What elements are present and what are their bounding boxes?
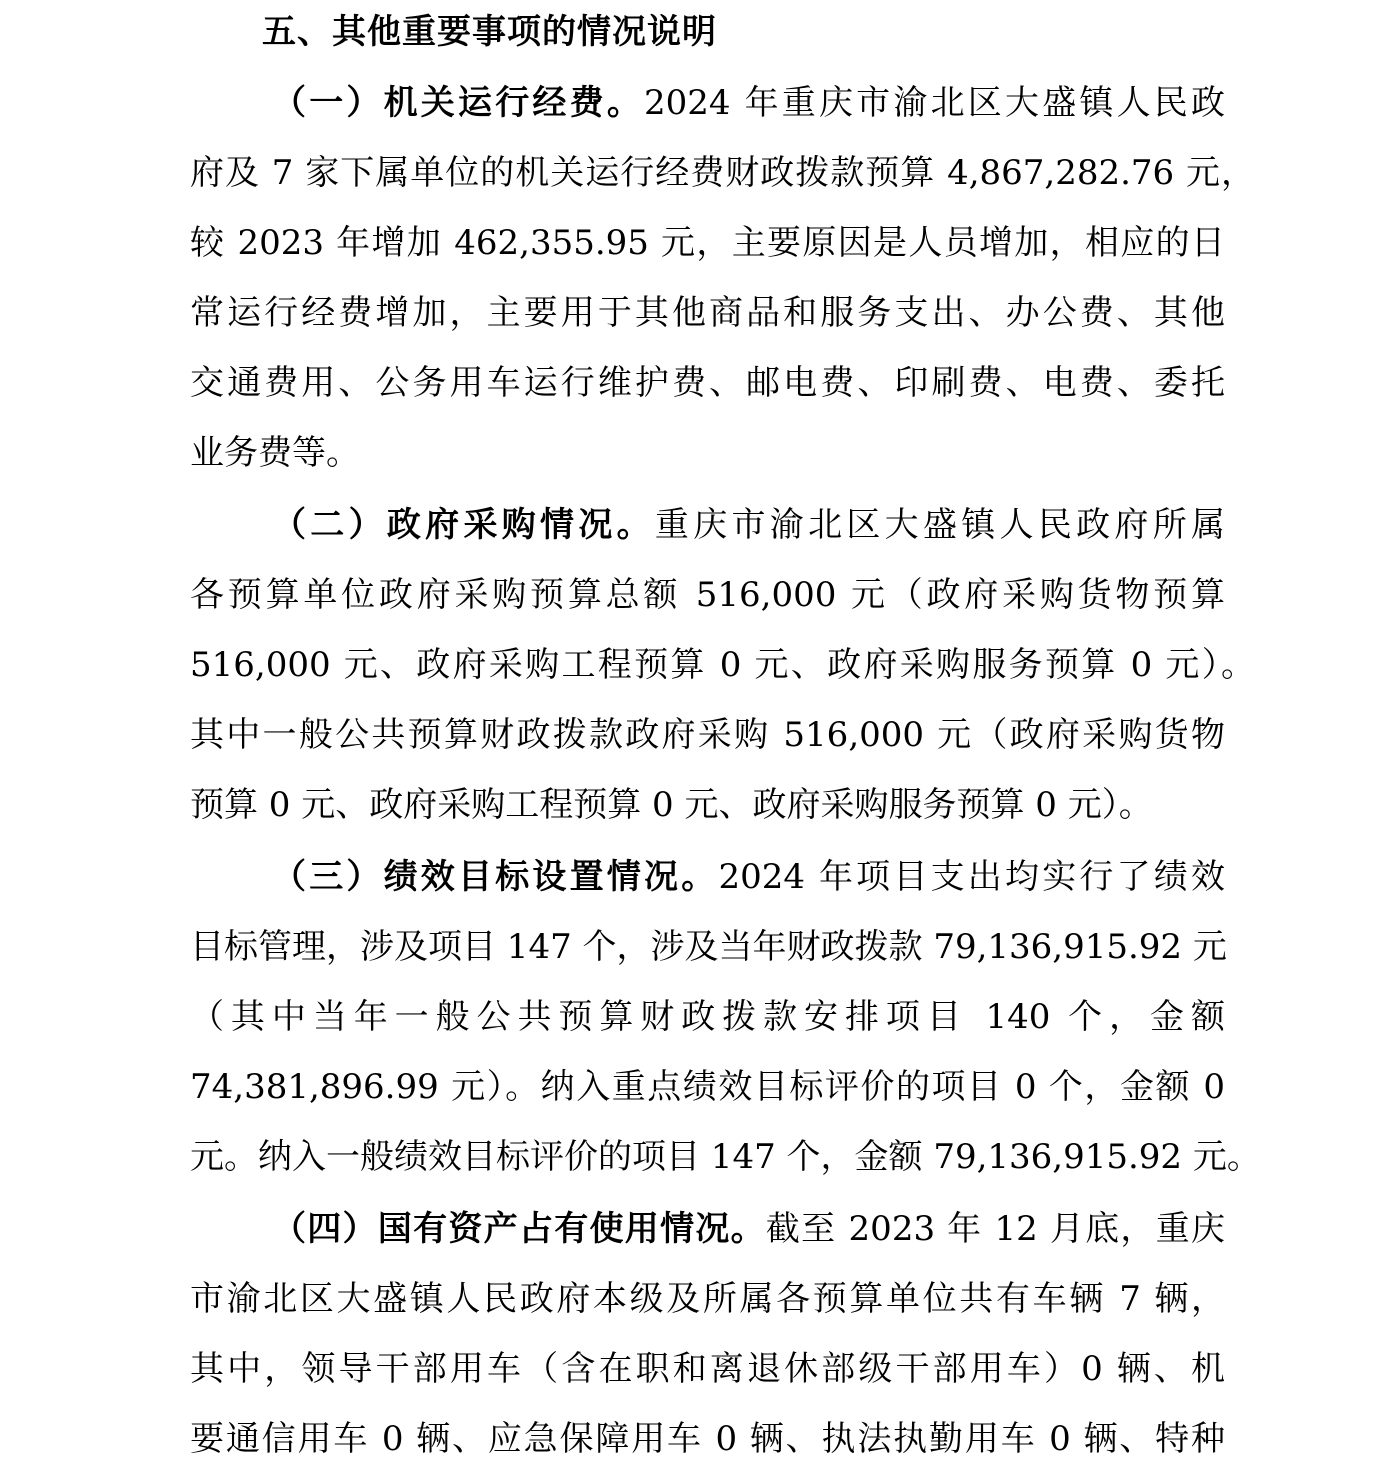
paragraph-line: 各预算单位政府采购预算总额 516,000 元（政府采购货物预算 (190, 575, 1225, 615)
paragraph-line: 预算 0 元、政府采购工程预算 0 元、政府采购服务预算 0 元）。 (190, 785, 1153, 825)
paragraph-line (272, 78, 1225, 128)
paragraph-text: 2024 年项目支出均实行了绩效 (718, 857, 1225, 897)
paragraph-line: 其中一般公共预算财政拨款政府采购 516,000 元（政府采购货物 (190, 715, 1225, 755)
paragraph-line: 要通信用车 0 辆、应急保障用车 0 辆、执法执勤用车 0 辆、特种 (190, 1419, 1225, 1459)
paragraph-line: 元。纳入一般绩效目标评价的项目 147 个，金额 79,136,915.92 元。 (190, 1137, 1261, 1177)
subsection-title: （四）国有资产占有使用情况。 (272, 1209, 766, 1249)
subsection-title: （一）机关运行经费。 (272, 83, 645, 123)
paragraph-line: 市渝北区大盛镇人民政府本级及所属各预算单位共有车辆 7 辆， (190, 1279, 1225, 1319)
paragraph-line: 目标管理，涉及项目 147 个，涉及当年财政拨款 79,136,915.92 元 (190, 927, 1227, 967)
paragraph-line: 常运行经费增加，主要用于其他商品和服务支出、办公费、其他 (190, 293, 1225, 333)
paragraph-line: 业务费等。 (190, 433, 360, 473)
paragraph-line: 516,000 元、政府采购工程预算 0 元、政府采购服务预算 0 元）。 (190, 645, 1255, 685)
paragraph-line: （其中当年一般公共预算财政拨款安排项目 140 个，金额 (190, 997, 1225, 1037)
paragraph-line: 74,381,896.99 元）。纳入重点绩效目标评价的项目 0 个，金额 0 (190, 1067, 1225, 1107)
paragraph-text: 2024 年重庆市渝北区大盛镇人民政 (644, 83, 1225, 123)
paragraph-line: 其中，领导干部用车（含在职和离退休部级干部用车）0 辆、机 (190, 1349, 1225, 1389)
paragraph-line: 交通费用、公务用车运行维护费、邮电费、印刷费、电费、委托 (190, 363, 1225, 403)
paragraph-line: 较 2023 年增加 462,355.95 元，主要原因是人员增加，相应的日 (190, 223, 1225, 263)
paragraph-text: 截至 2023 年 12 月底，重庆 (765, 1209, 1225, 1249)
section-heading: 五、其他重要事项的情况说明 (262, 12, 717, 52)
paragraph-text: 重庆市渝北区大盛镇人民政府所属 (654, 505, 1226, 545)
paragraph-line (272, 1204, 1225, 1254)
paragraph-line (272, 852, 1225, 902)
subsection-title: （二）政府采购情况。 (272, 505, 655, 545)
subsection-title: （三）绩效目标设置情况。 (272, 857, 719, 897)
paragraph-line: 府及 7 家下属单位的机关运行经费财政拨款预算 4,867,282.76 元， (190, 153, 1255, 193)
paragraph-line (272, 500, 1225, 550)
